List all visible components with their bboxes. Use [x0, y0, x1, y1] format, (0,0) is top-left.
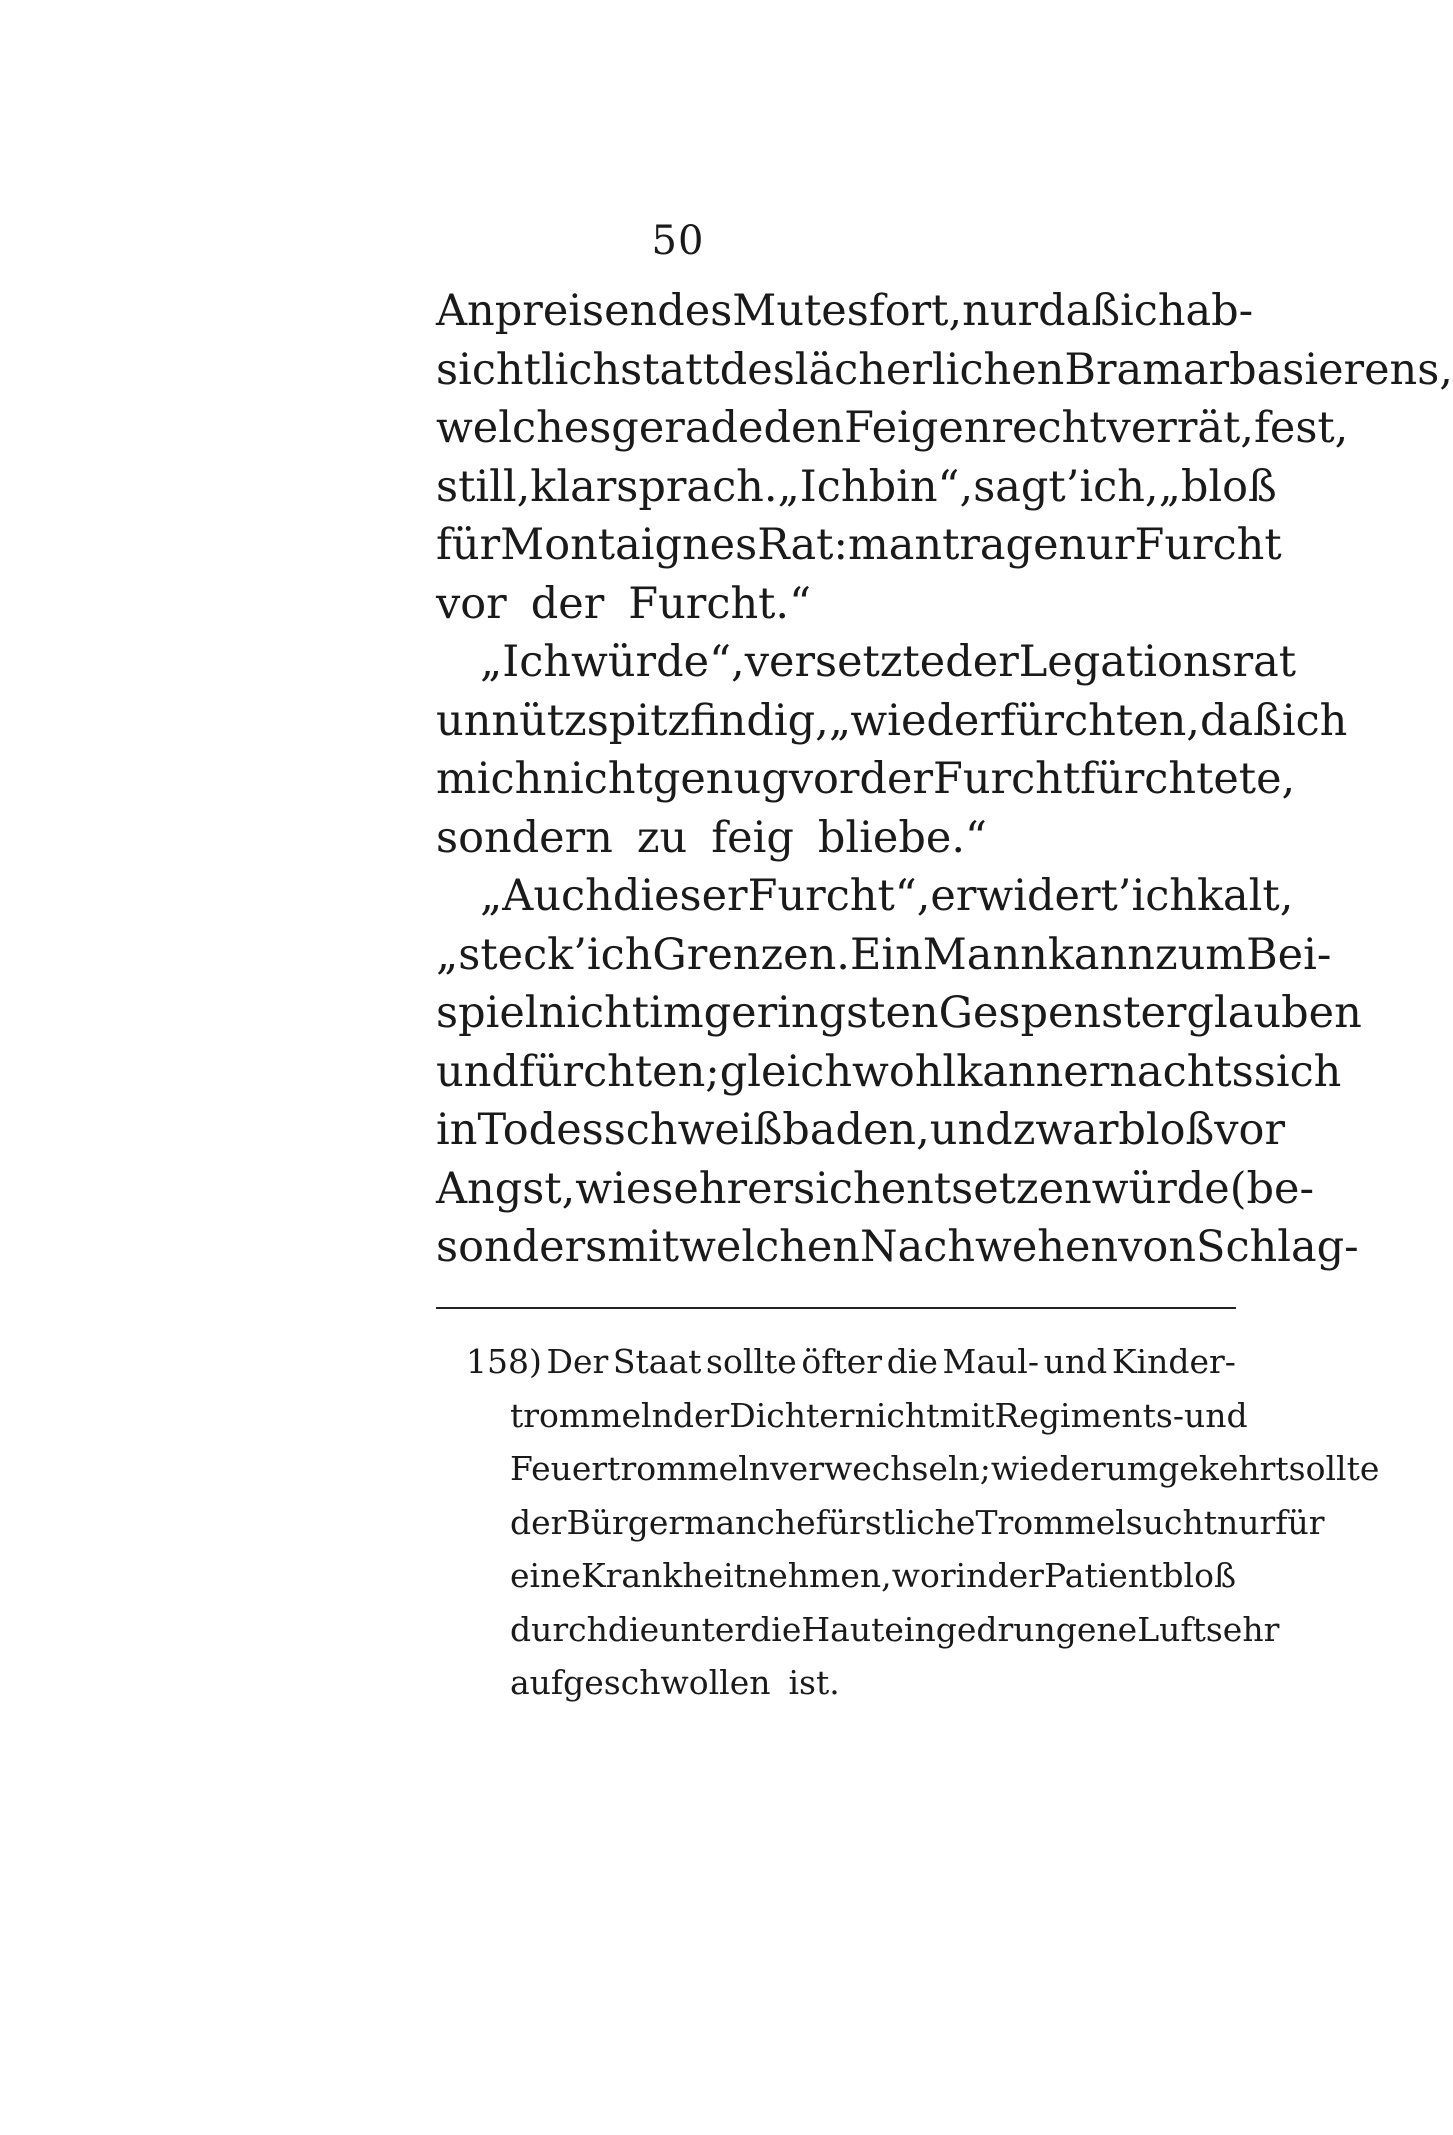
word: daß: [1199, 695, 1282, 746]
word: fürchten;: [518, 1046, 720, 1097]
word: spiel: [436, 988, 539, 1038]
word: eine: [510, 1556, 581, 1595]
word: versetzte: [744, 637, 946, 687]
word: Grenzen.: [652, 929, 850, 980]
footnote-line: [466, 1335, 1236, 1389]
word: nachts: [1109, 1046, 1254, 1097]
word: worin: [891, 1556, 988, 1595]
word: gerade: [611, 403, 764, 453]
word: ich: [1119, 286, 1186, 336]
word: unnütz: [436, 695, 587, 746]
footnote-line: [466, 1656, 1236, 1710]
word: kalt,: [1196, 871, 1294, 921]
word: und: [1043, 1342, 1108, 1381]
text-line: [436, 399, 1349, 458]
word: Furcht: [1134, 520, 1282, 570]
word: still,: [436, 461, 531, 512]
word: Feuertrommeln: [510, 1449, 771, 1488]
word: Patient: [1044, 1556, 1163, 1595]
word: kann: [956, 1046, 1064, 1097]
word: fort,: [868, 286, 963, 336]
word: mit: [939, 1395, 995, 1435]
word: die: [607, 1609, 660, 1649]
word: vor: [788, 754, 860, 804]
word: des: [657, 286, 733, 336]
word: zum: [1154, 929, 1247, 980]
word: fest,: [1253, 403, 1349, 453]
word: kann: [1047, 929, 1155, 980]
word: durch: [510, 1609, 608, 1649]
word: Bürger: [566, 1502, 685, 1542]
word: genug: [652, 754, 789, 804]
word: unter: [659, 1609, 751, 1649]
word: Ein: [849, 929, 923, 980]
footnote-line: [466, 1389, 1248, 1443]
word: Furcht“,: [747, 871, 931, 921]
word: sich: [1253, 1046, 1342, 1097]
word: ich: [586, 929, 653, 980]
word: nur: [962, 286, 1039, 336]
word: sehr: [651, 1163, 748, 1214]
word: der: [945, 637, 1019, 687]
word: mit: [607, 1222, 680, 1272]
word: ich: [1281, 695, 1348, 746]
word: trommeln: [510, 1395, 673, 1435]
page-number: 50: [651, 218, 705, 264]
word: sprach.: [616, 461, 778, 512]
footnote-line: [466, 1549, 1236, 1603]
word: Kinder-: [1111, 1342, 1236, 1381]
word: sollte: [706, 1342, 797, 1381]
text-line: [436, 1218, 1359, 1277]
text-line: [436, 750, 1296, 809]
word: statt: [620, 344, 720, 395]
word: sonders: [436, 1222, 608, 1272]
word: Bramarbasierens,: [1064, 344, 1453, 395]
word: daß: [1038, 286, 1120, 336]
word: zu: [636, 812, 688, 863]
text-line: [436, 341, 1453, 400]
word: „steck’: [436, 929, 587, 980]
word: der: [510, 1502, 567, 1542]
word: Maul-: [942, 1342, 1039, 1381]
main-text: [436, 282, 1453, 1277]
word: „bloß: [1158, 461, 1277, 512]
word: sich: [793, 1163, 881, 1214]
text-line: [436, 1043, 1342, 1102]
word: für: [1275, 1502, 1325, 1542]
word: aufgeschwollen: [510, 1663, 771, 1702]
word: Feigen: [844, 403, 992, 453]
word: nehmen,: [747, 1556, 892, 1595]
word: öfter: [801, 1342, 883, 1381]
word: Luft: [1137, 1609, 1206, 1649]
text-line: [436, 867, 1294, 926]
word: nur: [1216, 1502, 1276, 1542]
word: Mutes: [732, 286, 869, 336]
word: entsetzen: [880, 1163, 1092, 1214]
word: Dichter: [729, 1395, 855, 1435]
word: sehr: [1205, 1609, 1280, 1649]
word: manche: [684, 1502, 816, 1542]
word: spitzfindig,: [586, 695, 829, 746]
word: Angst,: [436, 1163, 576, 1214]
word: Regiments-: [994, 1395, 1184, 1435]
word: sagt’: [973, 461, 1080, 512]
word: vor: [1214, 1105, 1286, 1155]
word: des: [719, 344, 795, 395]
word: von: [1118, 1222, 1197, 1272]
word: Montaignes: [500, 520, 758, 570]
word: für: [436, 520, 501, 570]
word: Krankheit: [580, 1556, 747, 1595]
word: geringsten: [703, 988, 939, 1038]
word: sollte: [1288, 1449, 1380, 1488]
word: (be-: [1229, 1163, 1315, 1214]
word: mich: [436, 754, 543, 804]
text-line: [436, 633, 1297, 692]
word: glauben: [1186, 988, 1362, 1038]
word: der: [987, 1556, 1044, 1595]
text-line: [436, 282, 1254, 341]
word: er: [1063, 1046, 1110, 1097]
footnote-line: [466, 1442, 1380, 1496]
word: nicht: [538, 988, 650, 1038]
word: ist.: [788, 1663, 840, 1702]
word: erwidert’: [930, 871, 1132, 921]
word: eingedrungene: [884, 1609, 1138, 1649]
word: Der: [546, 1342, 609, 1381]
word: fürchtete,: [1080, 754, 1296, 804]
word: würde: [1091, 1163, 1230, 1214]
word: und: [929, 1105, 1013, 1155]
word: 158): [466, 1342, 542, 1381]
word: bliebe.“: [817, 812, 987, 863]
word: „Auch: [480, 871, 613, 921]
word: Furcht: [933, 754, 1081, 804]
word: sondern: [436, 812, 613, 863]
footnote-divider: [436, 1307, 1236, 1309]
word: nur: [1058, 520, 1135, 570]
text-line: [436, 1160, 1315, 1219]
word: welches: [436, 403, 612, 453]
word: Anpreisen: [436, 286, 658, 336]
text-line: [436, 984, 1362, 1043]
word: ab-: [1185, 286, 1254, 336]
word: Staat: [612, 1342, 702, 1381]
word: in: [436, 1105, 478, 1155]
word: und: [436, 1046, 519, 1097]
word: die: [886, 1342, 938, 1381]
text-line: [436, 692, 1348, 751]
word: lächerlichen: [794, 344, 1065, 395]
word: dieser: [612, 871, 748, 921]
word: baden,: [782, 1105, 930, 1155]
word: Furcht.“: [628, 578, 812, 629]
word: der: [530, 578, 605, 629]
word: im: [649, 988, 704, 1038]
word: bin“,: [868, 461, 974, 512]
footnote-line: [466, 1496, 1325, 1550]
word: klar: [530, 461, 617, 512]
word: „Ich: [480, 637, 572, 687]
word: Rat:: [757, 520, 848, 570]
word: Todesschweiß: [477, 1105, 783, 1155]
word: recht: [991, 403, 1107, 453]
word: wieder: [990, 1449, 1106, 1488]
text-line: [436, 516, 1282, 575]
word: würde“,: [571, 637, 745, 687]
word: gleichwohl: [719, 1046, 957, 1097]
word: er: [747, 1163, 794, 1214]
footnote: [466, 1335, 1380, 1710]
text-line: [436, 809, 1236, 868]
word: zwar: [1012, 1105, 1119, 1155]
word: ich,: [1079, 461, 1159, 512]
word: Legationsrat: [1018, 637, 1297, 687]
word: „Ich: [777, 461, 869, 512]
word: Bei-: [1246, 929, 1332, 980]
word: Mann: [922, 929, 1048, 980]
text-line: [436, 926, 1332, 985]
word: fürchten,: [999, 695, 1200, 746]
text-line: [436, 575, 1236, 634]
word: die: [750, 1609, 802, 1649]
word: nicht: [542, 754, 653, 804]
word: fürstliche: [815, 1502, 976, 1542]
word: Schlag-: [1196, 1222, 1359, 1272]
word: Gespenster: [938, 988, 1187, 1038]
word: verrät,: [1106, 403, 1254, 453]
word: trage: [942, 520, 1059, 570]
word: umgekehrt: [1105, 1449, 1289, 1488]
word: „wieder: [828, 695, 1000, 746]
word: der: [859, 754, 933, 804]
text-line: [436, 458, 1277, 517]
word: Haut: [801, 1609, 885, 1649]
word: ich: [1131, 871, 1197, 921]
word: man: [847, 520, 943, 570]
word: bloß: [1162, 1556, 1236, 1595]
word: der: [672, 1395, 730, 1435]
word: Trommelsucht: [975, 1502, 1217, 1542]
word: sichtlich: [436, 344, 621, 395]
word: und: [1184, 1395, 1248, 1435]
text-line: [436, 1101, 1286, 1160]
word: den: [763, 403, 845, 453]
word: welchen: [679, 1222, 860, 1272]
word: feig: [711, 812, 794, 863]
footnote-line: [466, 1603, 1280, 1657]
word: Nachwehen: [860, 1222, 1119, 1272]
word: vor: [436, 578, 507, 629]
word: wie: [575, 1163, 652, 1214]
word: verwechseln;: [770, 1449, 991, 1488]
word: nicht: [854, 1395, 940, 1435]
word: bloß: [1118, 1105, 1215, 1155]
